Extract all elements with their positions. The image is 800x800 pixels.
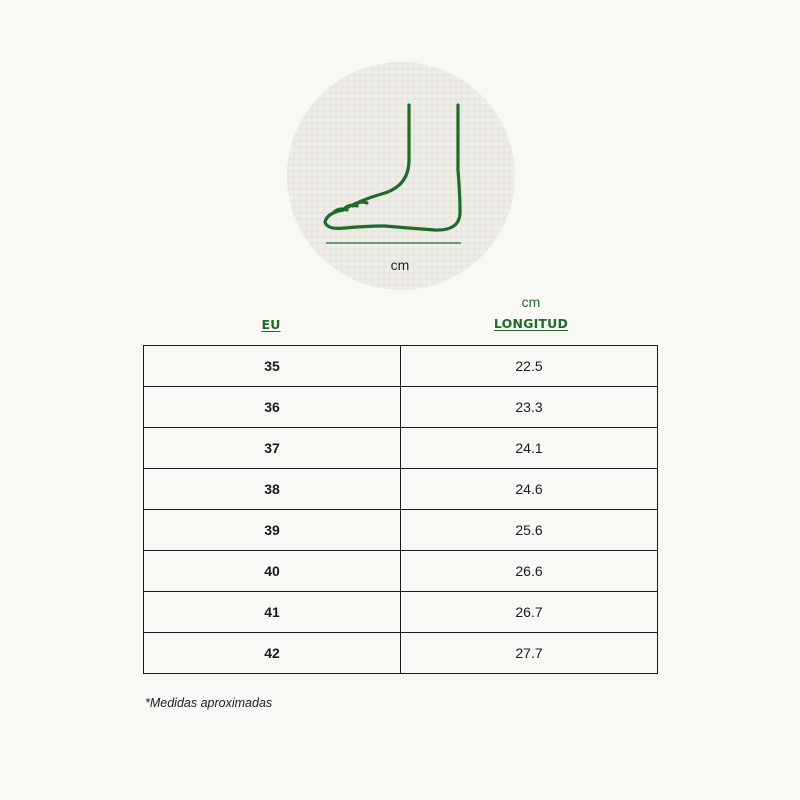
length-cm-cell: 22.5 — [401, 346, 658, 387]
eu-size-cell: 35 — [144, 346, 401, 387]
table-row — [144, 346, 658, 387]
column-header-length — [491, 294, 571, 333]
size-table — [143, 345, 658, 674]
eu-size-cell: 37 — [144, 428, 401, 469]
length-cm-cell: 27.7 — [401, 633, 658, 674]
eu-size-cell: 38 — [144, 469, 401, 510]
eu-size-cell: 36 — [144, 387, 401, 428]
table-row — [144, 510, 658, 551]
length-cm-cell: 24.6 — [401, 469, 658, 510]
eu-size-cell: 42 — [144, 633, 401, 674]
length-cm-cell: 23.3 — [401, 387, 658, 428]
table-row — [144, 551, 658, 592]
table-row — [144, 428, 658, 469]
length-cm-cell: 26.6 — [401, 551, 658, 592]
table-row — [144, 387, 658, 428]
textured-circle-background — [287, 62, 515, 290]
eu-size-cell: 40 — [144, 551, 401, 592]
column-unit-length: cm — [521, 294, 541, 310]
table-row — [144, 469, 658, 510]
table-row — [144, 633, 658, 674]
length-cm-cell: 26.7 — [401, 592, 658, 633]
length-cm-cell: 24.1 — [401, 428, 658, 469]
column-title-length: LONGITUD — [493, 316, 569, 331]
footnote: *Medidas aproximadas — [145, 696, 273, 710]
column-title-eu: EU — [261, 317, 281, 332]
eu-size-cell: 39 — [144, 510, 401, 551]
eu-size-cell: 41 — [144, 592, 401, 633]
foot-length-unit: cm — [390, 257, 410, 273]
column-header-eu — [241, 316, 301, 334]
length-cm-cell: 25.6 — [401, 510, 658, 551]
table-row — [144, 592, 658, 633]
